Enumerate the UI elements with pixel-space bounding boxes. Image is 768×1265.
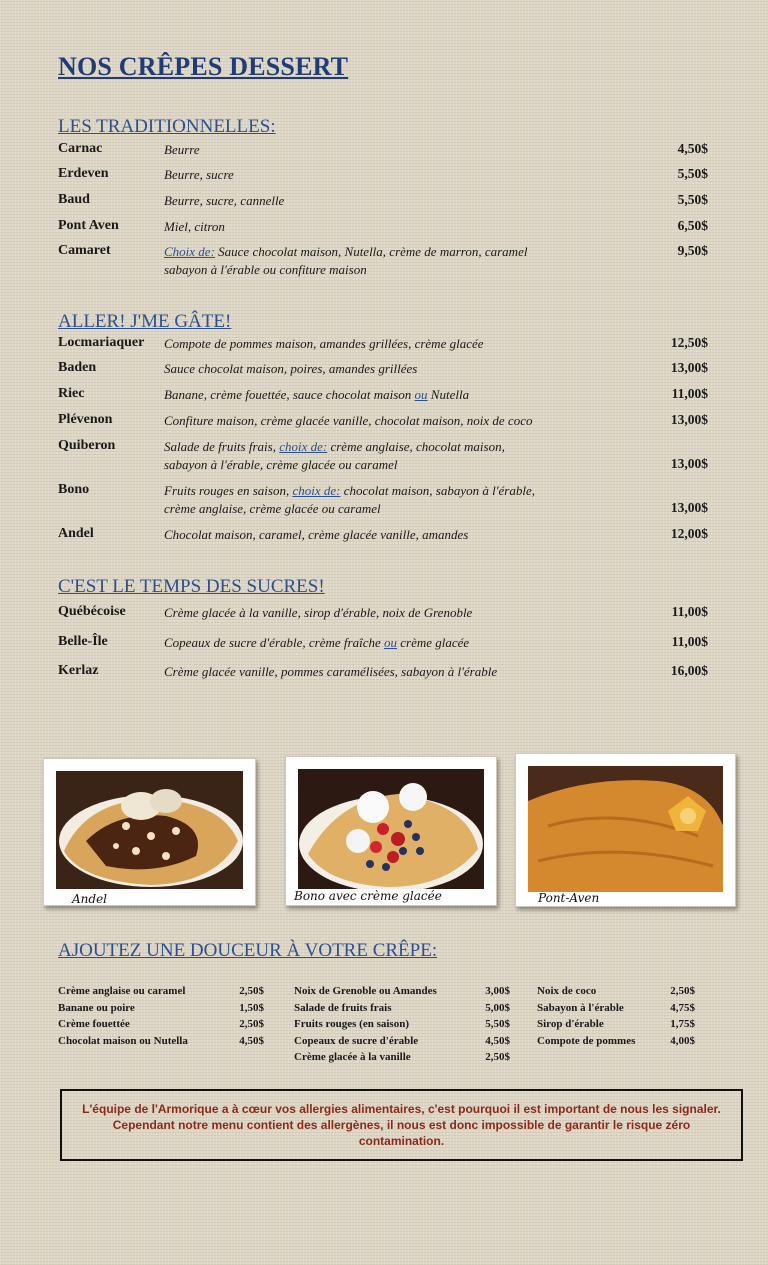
- item-name: Baud: [58, 192, 90, 207]
- item-name: Riec: [58, 386, 85, 401]
- extra-item: Noix de coco 2,50$: [537, 985, 695, 997]
- item-description: Choix de: Sauce chocolat maison, Nutella, crème de marron, caramel sabayon à l'érable ou confiture maison: [164, 244, 528, 277]
- photo-andel: [43, 758, 256, 906]
- menu-item: [58, 412, 708, 432]
- extra-item: Sirop d'érable 1,75$: [537, 1018, 695, 1030]
- menu-item: [58, 663, 708, 683]
- section-heading-sucres: C'EST LE TEMPS DES SUCRES!: [58, 576, 325, 597]
- extra-item: Sabayon à l'érable 4,75$: [537, 1001, 695, 1014]
- item-name: Baden: [58, 360, 97, 375]
- extra-item: Fruits rouges (en saison) 5,50$: [294, 1018, 510, 1030]
- item-description: Fruits rouges en saison, choix de: chocolat maison, sabayon à l'érable, crème anglaise, crème glacée ou caramel: [164, 483, 535, 516]
- item-price: 11,00$: [671, 386, 708, 401]
- item-price: 5,50$: [677, 192, 708, 207]
- item-price: 13,00$: [670, 360, 708, 375]
- item-price: 13,00$: [670, 456, 708, 471]
- extras-column-3: [537, 983, 695, 1049]
- item-description: Banane, crème fouettée, sauce chocolat maison ou Nutella: [164, 387, 470, 402]
- page-title: NOS CRÊPES DESSERT: [58, 52, 349, 81]
- item-name: Plévenon: [58, 412, 113, 427]
- extra-item: Chocolat maison ou Nutella 4,50$: [58, 1034, 264, 1047]
- ou-link: ou: [414, 387, 428, 402]
- menu-item: [58, 166, 708, 186]
- item-price: 12,00$: [670, 526, 708, 541]
- extras-heading: AJOUTEZ UNE DOUCEUR À VOTRE CRÊPE:: [58, 940, 438, 961]
- crepe-bono-image: [298, 769, 484, 889]
- photo-caption: Andel: [72, 892, 108, 906]
- menu-item: [58, 482, 708, 520]
- extra-item: Salade de fruits frais 5,00$: [294, 1001, 510, 1014]
- item-price: 12,50$: [670, 335, 708, 350]
- item-price: 5,50$: [677, 166, 708, 181]
- item-name: Erdeven: [58, 166, 109, 181]
- extras-column-2: [294, 983, 510, 1066]
- item-description: Chocolat maison, caramel, crème glacée vanille, amandes: [164, 527, 469, 542]
- crepe-pont-aven-image: [528, 766, 723, 892]
- menu-item: [58, 335, 708, 355]
- extra-item: Crème fouettée 2,50$: [58, 1018, 264, 1030]
- item-description: Beurre: [164, 142, 200, 157]
- choix-link: choix de:: [279, 439, 328, 454]
- item-description: Sauce chocolat maison, poires, amandes grillées: [164, 361, 418, 376]
- item-name: Locmariaquer: [58, 335, 145, 350]
- item-price: 13,00$: [670, 412, 708, 427]
- item-description: Copeaux de sucre d'érable, crème fraîche ou crème glacée: [164, 635, 470, 650]
- item-name: Camaret: [58, 243, 111, 258]
- extras-column-1: [58, 983, 264, 1049]
- item-description: Confiture maison, crème glacée vanille, chocolat maison, noix de coco: [164, 413, 533, 428]
- extra-item: Crème anglaise ou caramel 2,50$: [58, 985, 264, 997]
- item-name: Belle-Île: [58, 634, 108, 649]
- section-heading-gate: ALLER! J'ME GÂTE!: [58, 311, 232, 332]
- photo-caption: Pont-Aven: [538, 891, 600, 905]
- item-description: Miel, citron: [164, 219, 225, 234]
- item-price: 16,00$: [670, 663, 708, 678]
- extra-item: Banane ou poire 1,50$: [58, 1001, 264, 1014]
- menu-item: [58, 218, 708, 238]
- item-price: 9,50$: [677, 243, 708, 258]
- item-price: 11,00$: [671, 634, 708, 649]
- item-price: 11,00$: [671, 604, 708, 619]
- photo-caption: Bono avec crème glacée: [294, 889, 442, 903]
- menu-item: [58, 526, 708, 546]
- item-name: Carnac: [58, 141, 103, 156]
- item-name: Québécoise: [58, 604, 126, 619]
- photo-pont-aven: [515, 753, 736, 907]
- item-name: Quiberon: [58, 438, 116, 453]
- item-name: Andel: [58, 526, 94, 541]
- photo-bono: [285, 756, 497, 906]
- extra-item: Compote de pommes 4,00$: [537, 1034, 695, 1047]
- choix-link: Choix de:: [164, 244, 215, 259]
- section-heading-traditionnelles: LES TRADITIONNELLES:: [58, 116, 276, 137]
- ou-link: ou: [383, 635, 397, 650]
- item-description: Crème glacée à la vanille, sirop d'érable, noix de Grenoble: [164, 605, 473, 620]
- menu-item: [58, 141, 708, 161]
- item-price: 4,50$: [677, 141, 708, 156]
- allergy-notice: [60, 1089, 743, 1161]
- menu-item: [58, 192, 708, 212]
- menu-item: [58, 604, 708, 624]
- extra-item: Copeaux de sucre d'érable 4,50$: [294, 1034, 510, 1047]
- item-description: Beurre, sucre, cannelle: [164, 193, 285, 208]
- item-name: Pont Aven: [58, 218, 119, 233]
- extra-item: Noix de Grenoble ou Amandes 3,00$: [294, 985, 510, 997]
- item-description: Compote de pommes maison, amandes grillées, crème glacée: [164, 336, 484, 351]
- extra-item: Crème glacée à la vanille 2,50$: [294, 1051, 510, 1063]
- menu-item: [58, 243, 708, 281]
- item-description: Beurre, sucre: [164, 167, 234, 182]
- item-price: 6,50$: [677, 218, 708, 233]
- choix-link: choix de:: [292, 483, 341, 498]
- item-description: Salade de fruits frais, choix de: crème anglaise, chocolat maison, sabayon à l'érable, crème glacée ou caramel: [164, 439, 505, 472]
- menu-item: [58, 360, 708, 380]
- allergy-notice-text: L'équipe de l'Armorique a à cœur vos allergies alimentaires, c'est pourquoi il est important de nous les signaler. Cependant notre menu contient des allergènes, il nous est donc impossible de garantir le risque zéro contamination.: [82, 1102, 721, 1148]
- item-name: Kerlaz: [58, 663, 99, 678]
- item-description: Crème glacée vanille, pommes caramélisées, sabayon à l'érable: [164, 664, 498, 679]
- menu-item: [58, 634, 708, 654]
- menu-item: [58, 386, 708, 406]
- menu-item: [58, 438, 708, 476]
- item-price: 13,00$: [670, 500, 708, 515]
- item-name: Bono: [58, 482, 90, 497]
- crepe-andel-image: [56, 771, 243, 889]
